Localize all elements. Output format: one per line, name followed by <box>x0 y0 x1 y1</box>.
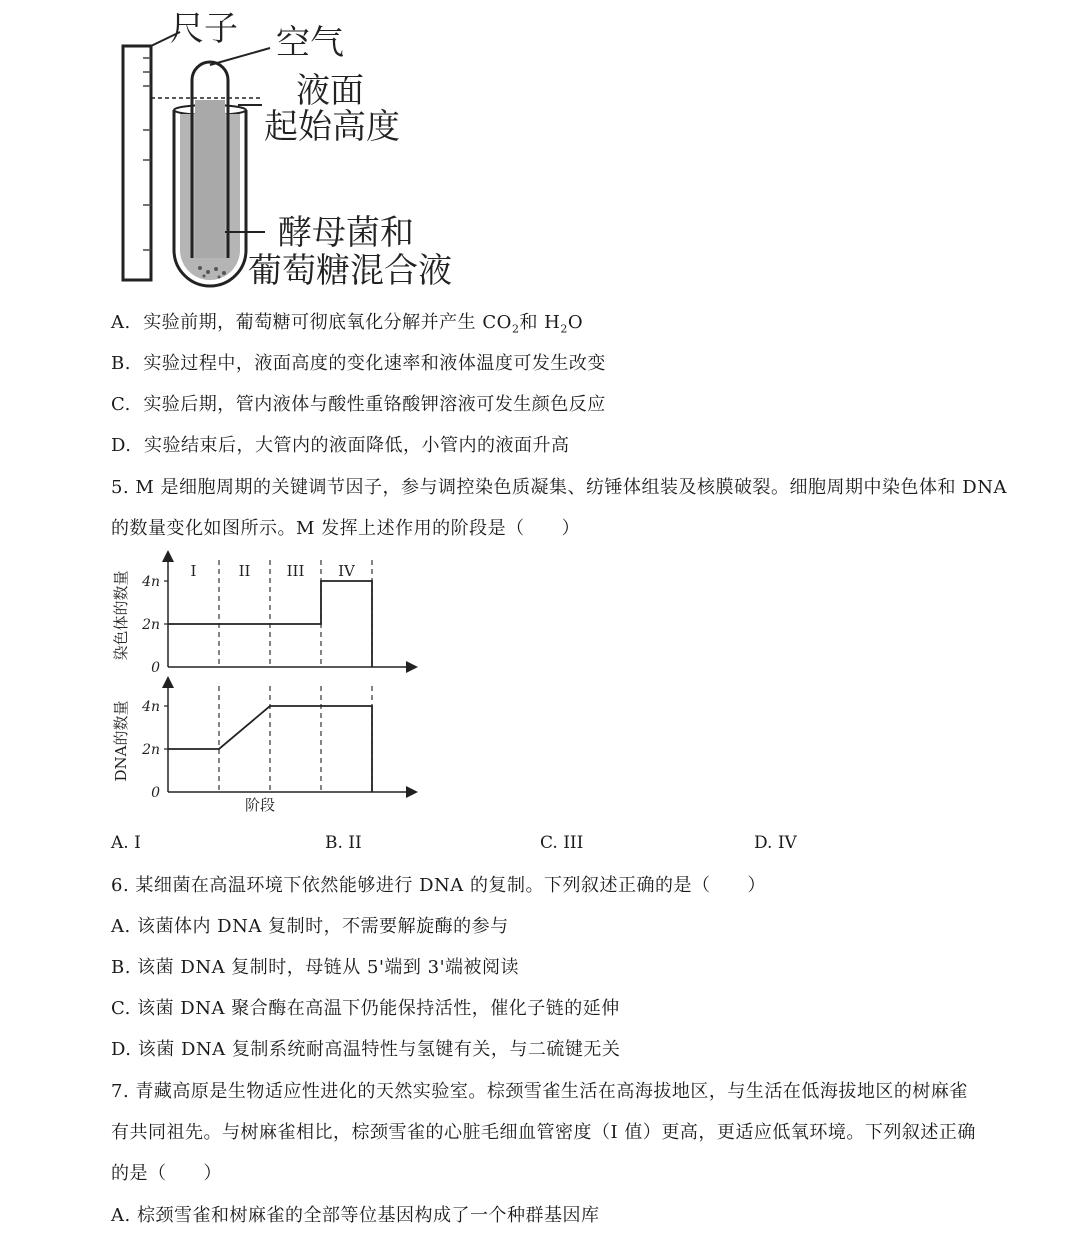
q7-stem-line2: 有共同祖先。与树麻雀相比，棕颈雪雀的心脏毛细血管密度（I 值）更高，更适应低氧环境。下列叙述正确 <box>111 1122 976 1143</box>
q6-option-d: D. 该菌 DNA 复制系统耐高温特性与氢键有关，与二硫键无关 <box>111 1039 621 1060</box>
ruler <box>123 46 151 280</box>
q5-stem-line2: 的数量变化如图所示。M 发挥上述作用的阶段是（ ） <box>111 518 581 539</box>
q5-option-d: D. IV <box>754 833 797 853</box>
q5-option-b: B. II <box>325 833 362 853</box>
q7-stem-line3: 的是（ ） <box>111 1163 222 1184</box>
q4-option-b: B. 实验过程中，液面高度的变化速率和液体温度可发生改变 <box>111 353 606 374</box>
q5-option-a: A. I <box>111 833 141 853</box>
start-height-label: 起始高度 <box>264 107 400 147</box>
apparatus-figure <box>100 10 480 295</box>
q4-option-a: A. 实验前期，葡萄糖可彻底氧化分解并产生 $CO_2$和 $H_2O$ <box>111 312 584 336</box>
q6-option-b: B. 该菌 DNA 复制时，母链从 5'端到 3'端被阅读 <box>111 957 520 978</box>
dna-chart <box>112 682 412 814</box>
q5-stem-line1: 5. M 是细胞周期的关键调节因子，参与调控染色质凝集、纺锤体组装及核膜破裂。细胞周期中染色体和 DNA <box>111 477 1007 498</box>
q7-stem-line1: 7. 青藏高原是生物适应性进化的天然实验室。棕颈雪雀生活在高海拔地区，与生活在低海拔地区的树麻雀 <box>111 1081 968 1102</box>
y-tick-label: 2n <box>142 617 160 633</box>
y-axis-label: 染色体的数量 <box>112 570 130 661</box>
cell-cycle-charts <box>112 544 432 824</box>
y-tick-label: 4n <box>142 699 160 715</box>
y-tick-label: 4n <box>142 574 160 590</box>
stage-label: IV <box>338 562 355 580</box>
ruler-label: 尺子 <box>170 9 238 49</box>
q6-option-a: A. 该菌体内 DNA 复制时，不需要解旋酶的参与 <box>111 916 509 937</box>
y-axis-label: DNA的数量 <box>112 700 130 782</box>
air-label: 空气 <box>276 23 344 63</box>
y-tick-label: 2n <box>142 742 160 758</box>
q4-option-c: C. 实验后期，管内液体与酸性重铬酸钾溶液可发生颜色反应 <box>111 394 606 415</box>
chromosome-chart <box>112 556 412 676</box>
mixture-label-2: 葡萄糖混合液 <box>248 251 452 291</box>
q5-option-c: C. III <box>540 833 584 853</box>
stage-label: III <box>286 562 305 580</box>
q4-option-d: D. 实验结束后，大管内的液面降低，小管内的液面升高 <box>111 435 570 456</box>
stage-label: II <box>238 562 251 580</box>
y-tick-label: 0 <box>151 785 160 801</box>
q6-stem: 6. 某细菌在高温环境下依然能够进行 DNA 的复制。下列叙述正确的是（ ） <box>111 875 767 896</box>
liquid-level-label: 液面 <box>296 71 364 111</box>
cell-cycle-svg <box>112 544 432 824</box>
q7-option-a: A. 棕颈雪雀和树麻雀的全部等位基因构成了一个种群基因库 <box>111 1205 600 1226</box>
y-tick-label: 0 <box>151 660 160 676</box>
mixture-label-1: 酵母菌和 <box>278 213 414 253</box>
x-axis-label: 阶段 <box>244 796 276 814</box>
q6-option-c: C. 该菌 DNA 聚合酶在高温下仍能保持活性，催化子链的延伸 <box>111 998 620 1019</box>
stage-label: I <box>190 562 197 580</box>
